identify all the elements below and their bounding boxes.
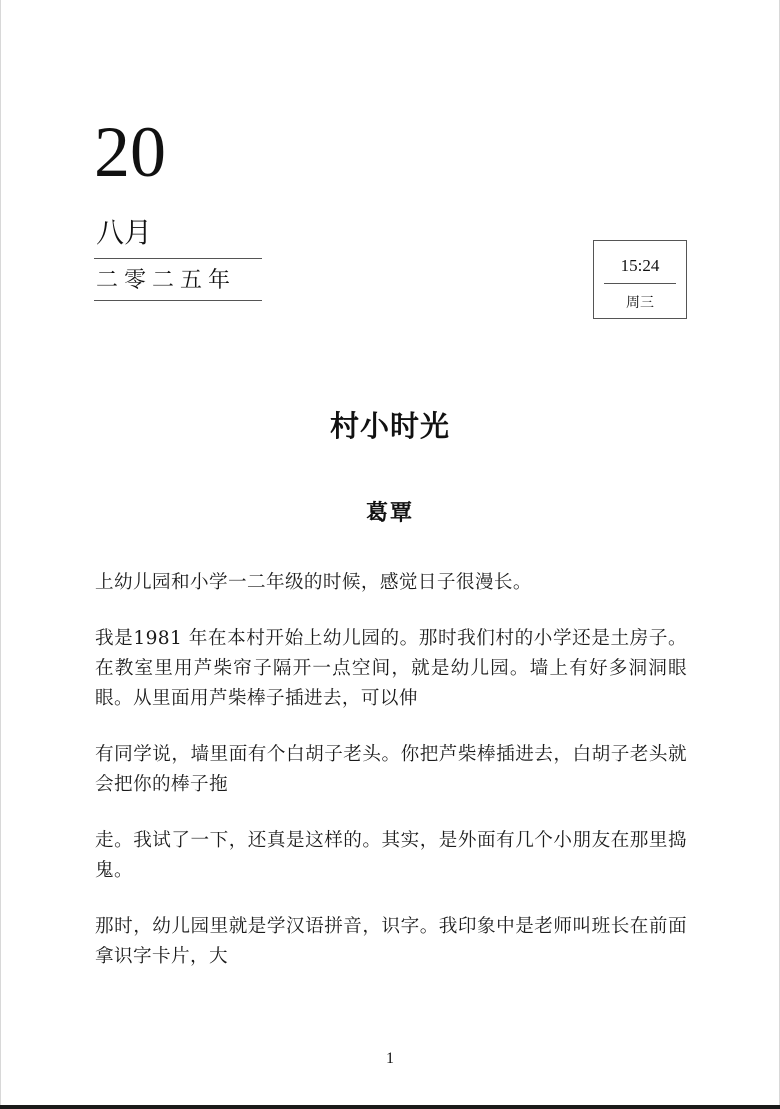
page-bottom-bar xyxy=(0,1105,780,1109)
paragraph: 有同学说，墙里面有个白胡子老头。你把芦柴棒插进去，白胡子老头就会把你的棒子拖 xyxy=(95,744,687,795)
page-number: 1 xyxy=(386,1050,394,1067)
article-body xyxy=(95,568,687,998)
page-edge-left xyxy=(0,0,1,1109)
time-box-divider xyxy=(604,283,676,284)
article-title: 村小时光 xyxy=(329,409,450,443)
time-box xyxy=(593,240,687,319)
paragraph: 走。我试了一下，还真是这样的。其实，是外面有几个小朋友在那里捣鬼。 xyxy=(95,830,687,881)
weekday-label: 周三 xyxy=(626,295,654,311)
time-value: 15:24 xyxy=(620,256,660,275)
paragraph: 我是1981 年在本村开始上幼儿园的。那时我们村的小学还是土房子。在教室里用芦柴帘子隔开一点空间，就是幼儿园。墙上有好多洞洞眼眼。从里面用芦柴棒子插进去，可以伸 xyxy=(95,628,687,709)
article-author: 葛覃 xyxy=(365,500,414,526)
date-day: 20 xyxy=(94,112,166,192)
date-rule-bottom xyxy=(94,300,262,301)
paragraph: 那时，幼儿园里就是学汉语拼音，识字。我印象中是老师叫班长在前面拿识字卡片，大 xyxy=(95,916,687,967)
date-rule-top xyxy=(94,258,262,259)
paragraph: 上幼儿园和小学一二年级的时候，感觉日子很漫长。 xyxy=(95,572,532,593)
date-year: 二零二五年 xyxy=(96,268,237,293)
date-month: 八月 xyxy=(96,216,153,249)
